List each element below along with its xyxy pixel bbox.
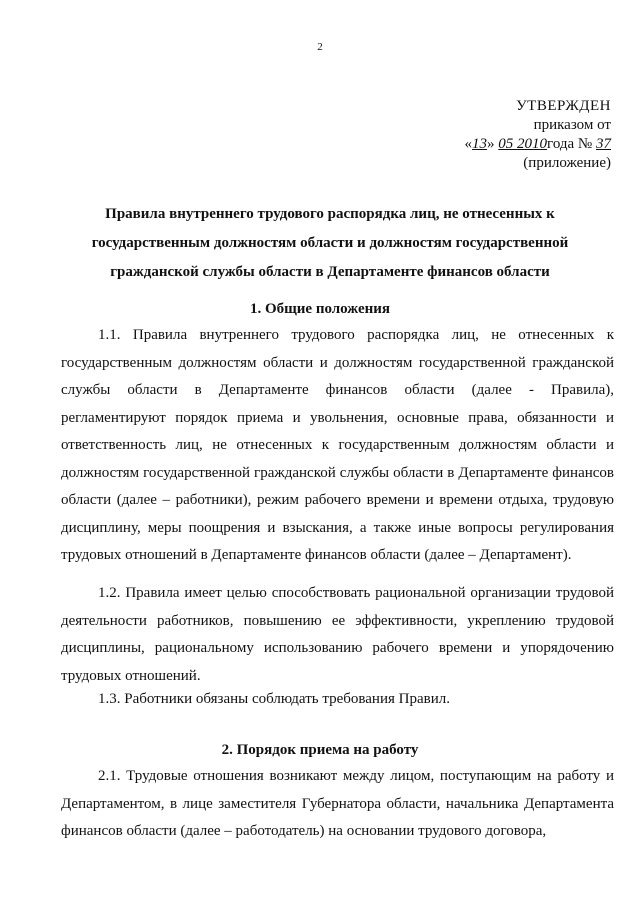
- date-mid: »: [487, 136, 499, 152]
- section-1-heading: 1. Общие положения: [249, 301, 391, 317]
- page-number: 2: [317, 41, 323, 53]
- paragraph-1-3: 1.3. Работники обязаны соблюдать требования Правил.: [98, 691, 450, 707]
- approval-stamp: [465, 97, 611, 173]
- date-prefix: «: [464, 136, 473, 152]
- appendix-label: (приложение): [523, 155, 611, 171]
- section-2-heading: 2. Порядок приема на работу: [221, 742, 419, 758]
- paragraph-1-1: 1.1. Правила внутреннего трудового распорядка лиц, не отнесенных к государственным должностям области и должностям государственной гражданской службы области в Департаменте финансов области (далее - Правила), регламентируют порядок приема и увольнения, основные права, обязанности и ответственность лиц, не отнесенных к государственным должностям области и должностям государственной гражданской службы области в Департаменте финансов области (далее – работники), режим рабочего времени и времени отдыха, трудовую дисциплину, меры поощрения и взыскания, а также иные вопросы регулирования трудовых отношений в Департаменте финансов области (далее – Департамент).: [61, 327, 614, 563]
- paragraph-2-1: 2.1. Трудовые отношения возникают между лицом, поступающим на работу и Департаментом, в лице заместителя Губернатора области, начальника Департамента финансов области (далее – работодатель) на основании трудового договора,: [61, 768, 614, 839]
- order-date-line: [465, 135, 611, 154]
- by-order-label: приказом от: [533, 117, 611, 133]
- approved-label: УТВЕРЖДЕН: [516, 98, 611, 114]
- year-word: года №: [547, 136, 593, 152]
- order-month-year: 05 2010: [498, 136, 548, 152]
- paragraph-1-2: 1.2. Правила имеет целью способствовать рациональной организации трудовой деятельности работников, повышению ее эффективности, укреплению трудовой дисциплины, рациональному использованию рабочего времени и упорядочению трудовых отношений.: [61, 585, 614, 684]
- order-number: 37: [596, 136, 611, 152]
- document-title: Правила внутреннего трудового распорядка лиц, не отнесенных к государственным должностям области и должностям государственной гражданской службы области в Департаменте финансов области: [91, 206, 569, 280]
- order-day: 13: [472, 136, 488, 152]
